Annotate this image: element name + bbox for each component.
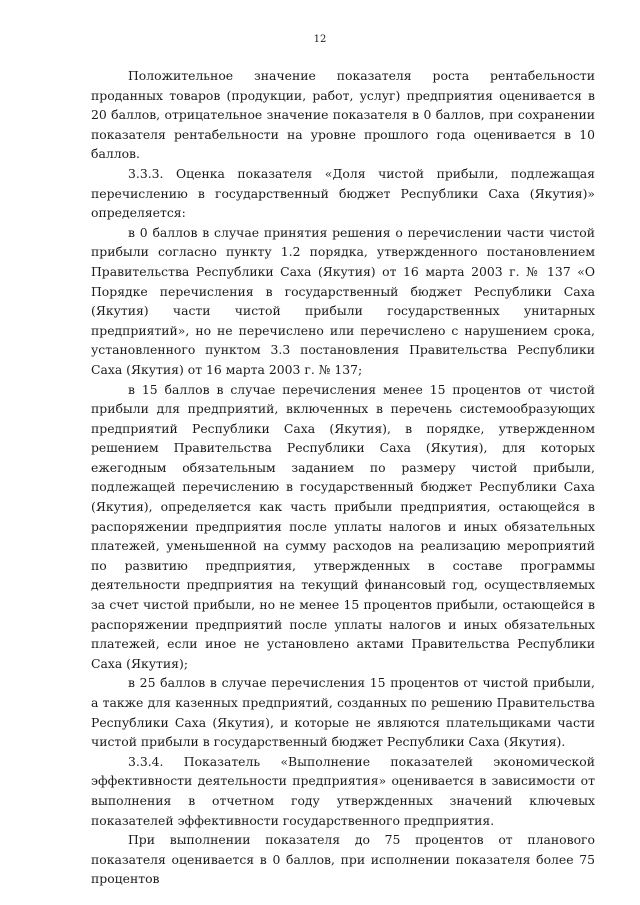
paragraph-profitability-growth: Положительное значение показателя роста рентабельности проданных товаров (продукции, работ, услуг) предприятия оценивается в 20 баллов, отрицательное значение показателя в 0 баллов, при сохранении показателя рентабельности на уровне прошлого года оценивается в 10 баллов. [91, 68, 595, 162]
paragraph-3-3-3-heading: 3.3.3. Оценка показателя «Доля чистой прибыли, подлежащая перечислению в государственный бюджет Республики Саха (Якутия)» определяется: [91, 165, 595, 221]
paragraph-plan-fulfillment: При выполнении показателя до 75 процентов от планового показателя оценивается в 0 баллов, при исполнении показателя более 75 процентов [91, 832, 595, 887]
document-body [91, 66, 595, 889]
paragraph-fifteen-points: в 15 баллов в случае перечисления менее 15 процентов от чистой прибыли для предприятий, включенных в перечень системообразующих предприятий Республики Саха (Якутия), в порядке, утвержденном решением Правительства Республики Саха (Якутия), для которых ежегодным обязательным заданием по размеру чистой прибыли, подлежащей перечислению в государственный бюджет Республики Саха (Якутия), определяется как часть прибыли предприятия, остающейся в распоряжении предприятия после уплаты налогов и иных обязательных платежей, уменьшенной на сумму расходов на реализацию мероприятий по развитию предприятия, утвержденных в составе программы деятельности предприятия на текущий финансовый год, осуществляемых за счет чистой прибыли, но не менее 15 процентов прибыли, остающейся в распоряжении предприятий после уплаты налогов и иных обязательных платежей, если иное не установлено актами Правительства Республики Саха (Якутия); [91, 381, 595, 671]
paragraph-twenty-five-points: в 25 баллов в случае перечисления 15 процентов от чистой прибыли, а также для казенных предприятий, созданных по решению Правительства Республики Саха (Якутия), и которые не являются плательщиками части чистой прибыли в государственный бюджет Республики Саха (Якутия). [91, 675, 595, 750]
paragraph-zero-points: в 0 баллов в случае принятия решения о перечислении части чистой прибыли согласно пункту 1.2 порядка, утвержденного постановлением Правительства Республики Саха (Якутия) от 16 марта 2003 г. № 137 «О Порядке перечисления в государственный бюджет Республики Саха (Якутия) части чистой прибыли государственных унитарных предприятий», но не перечислено или перечислено с нарушением срока, установленного пунктом 3.3 постановления Правительства Республики Саха (Якутия) от 16 марта 2003 г. № 137; [91, 224, 595, 377]
page-number: 12 [313, 34, 327, 45]
paragraph-3-3-4-heading: 3.3.4. Показатель «Выполнение показателей экономической эффективности деятельности предприятия» оценивается в зависимости от выполнения в отчетном году утвержденных значений ключевых показателей эффективности государственного предприятия. [91, 753, 595, 828]
